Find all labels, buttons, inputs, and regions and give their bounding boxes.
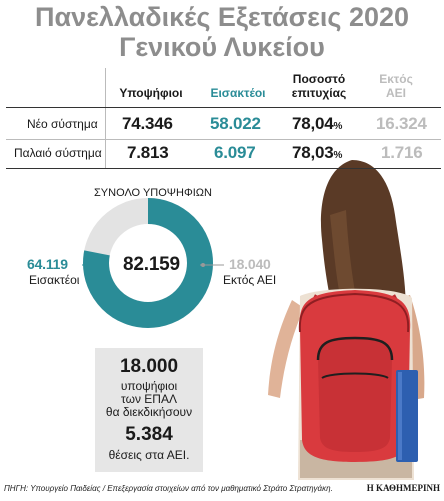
cell-old-outside: 1.716 [381,143,423,162]
row-label-old: Παλαιό σύστημα [14,146,102,160]
source-note: ΠΗΓΗ: Υπουργείο Παιδείας / Επεξεργασία στοιχείων από τον μαθηματικό Στράτο Στρατηγάκη. [4,484,333,493]
header-outside-2: ΑΕΙ [385,86,406,100]
header-success-2: επιτυχίας [291,86,347,100]
table-rule-middle [6,139,441,140]
outside-label: Εκτός ΑΕΙ [223,273,277,287]
callout-number-1: 18.000 [119,356,179,377]
row-label-new: Νέο σύστημα [27,117,98,131]
table-rule-bottom [6,168,441,169]
cell-old-success-value: 78,03 [292,143,334,162]
callout-text-4: θέσεις στα ΑΕΙ. [108,448,190,462]
admitted-value: 64.119 [27,256,68,272]
column-divider [105,68,106,168]
header-admitted: Εισακτέοι [210,86,266,100]
brand-logo: Η ΚΑΘΗΜΕΡΙΝΗ [366,483,440,493]
callout-number-2: 5.384 [125,424,173,445]
admitted-label: Εισακτέοι [29,273,80,287]
header-outside-1: Εκτός [379,72,413,86]
header-success-1: Ποσοστό [292,72,346,86]
pct-sign: % [333,121,343,132]
student-illustration [268,160,424,480]
cell-old-success [292,143,342,163]
header-candidates: Υποψήφιοι [119,86,183,100]
cell-old-admitted: 6.097 [214,143,256,162]
epal-callout [95,348,203,472]
pct-sign: % [333,150,343,161]
callout-text-1: υποψήφιοι [120,379,178,393]
callout-text-3: θα διεκδικήσουν [105,405,193,419]
cell-old-candidates: 7.813 [127,143,169,162]
cell-new-success-value: 78,04 [292,114,334,133]
title-line-2: Γενικού Λυκείου [119,32,325,62]
callout-text-2: των ΕΠΑΛ [121,392,177,406]
cell-new-candidates: 74.346 [122,114,173,133]
title-line-1: Πανελλαδικές Εξετάσεις 2020 [34,2,410,32]
donut-title: ΣΥΝΟΛΟ ΥΠΟΨΗΦΙΩΝ [94,187,212,199]
cell-new-outside: 16.324 [376,114,427,133]
donut-total: 82.159 [123,254,180,275]
cell-new-admitted: 58.022 [210,114,261,133]
outside-value: 18.040 [229,256,271,272]
cell-new-success [292,114,342,134]
table-rule-top [6,107,441,108]
